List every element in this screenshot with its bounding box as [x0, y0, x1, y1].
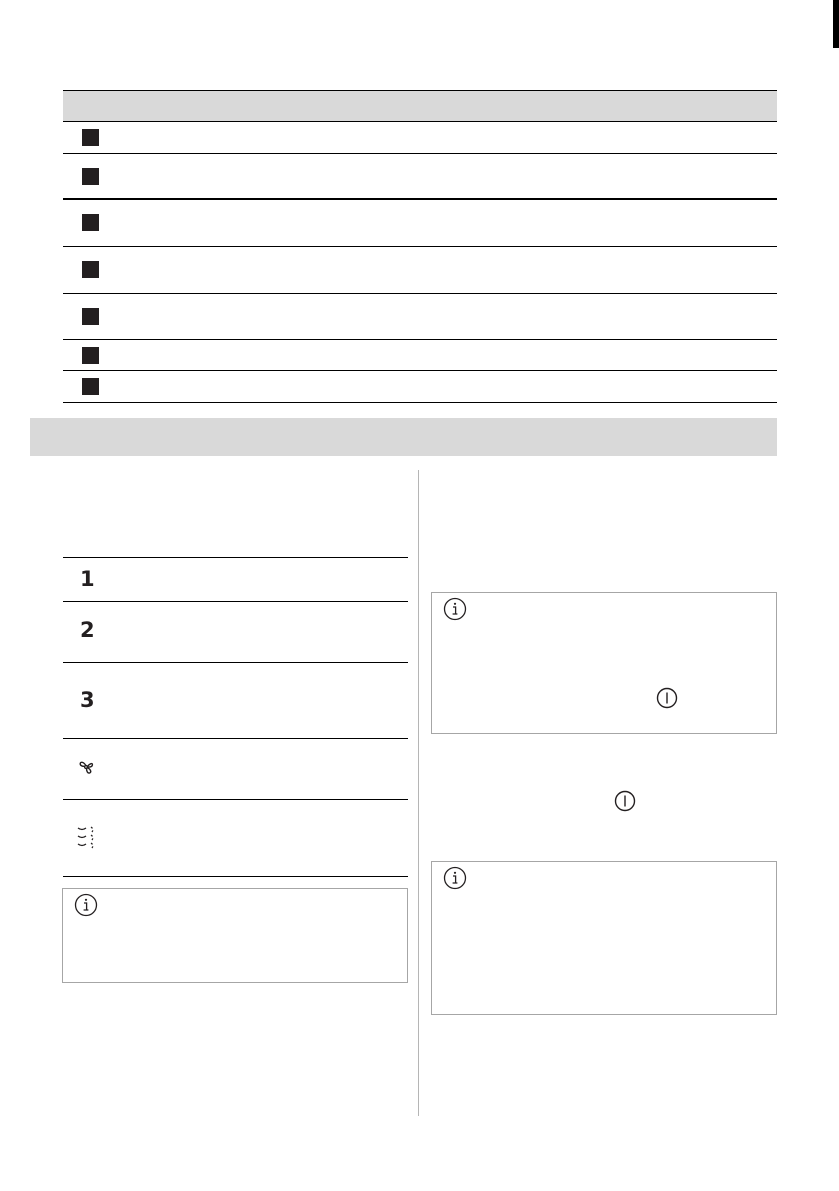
symbol-table	[63, 557, 408, 877]
info-icon	[74, 893, 98, 922]
symbol-row	[63, 800, 408, 877]
section-heading-band	[30, 418, 777, 456]
power-icon	[656, 687, 678, 714]
table-row	[63, 122, 777, 154]
table-row	[63, 200, 777, 247]
symbol-digit-1: 1	[80, 567, 95, 591]
square-marker-icon	[82, 168, 99, 185]
symbol-row	[63, 663, 408, 739]
square-marker-icon	[82, 129, 99, 146]
square-marker-icon	[82, 308, 99, 325]
symbol-digit-3: 3	[80, 688, 95, 712]
info-icon	[443, 597, 467, 626]
info-icon	[443, 866, 467, 895]
symbol-row	[63, 739, 408, 800]
table-row	[63, 371, 777, 403]
square-marker-icon	[82, 214, 99, 231]
info-note-box	[431, 861, 777, 1015]
symbol-row	[63, 557, 408, 602]
heat-waves-icon	[77, 825, 99, 854]
symbol-digit-2: 2	[80, 618, 95, 642]
info-note-box	[62, 888, 408, 983]
square-marker-icon	[82, 378, 99, 395]
square-marker-icon	[82, 261, 99, 278]
fan-icon	[77, 758, 95, 781]
symbol-row	[63, 602, 408, 663]
info-note-box	[431, 592, 777, 734]
power-icon	[614, 790, 636, 817]
square-marker-icon	[82, 347, 99, 364]
table-row	[63, 340, 777, 371]
top-table	[63, 90, 777, 403]
table-row	[63, 154, 777, 200]
table-header	[63, 90, 777, 122]
page-cut-mark	[833, 0, 839, 48]
column-divider	[418, 470, 419, 1116]
table-row	[63, 294, 777, 340]
table-row	[63, 247, 777, 294]
